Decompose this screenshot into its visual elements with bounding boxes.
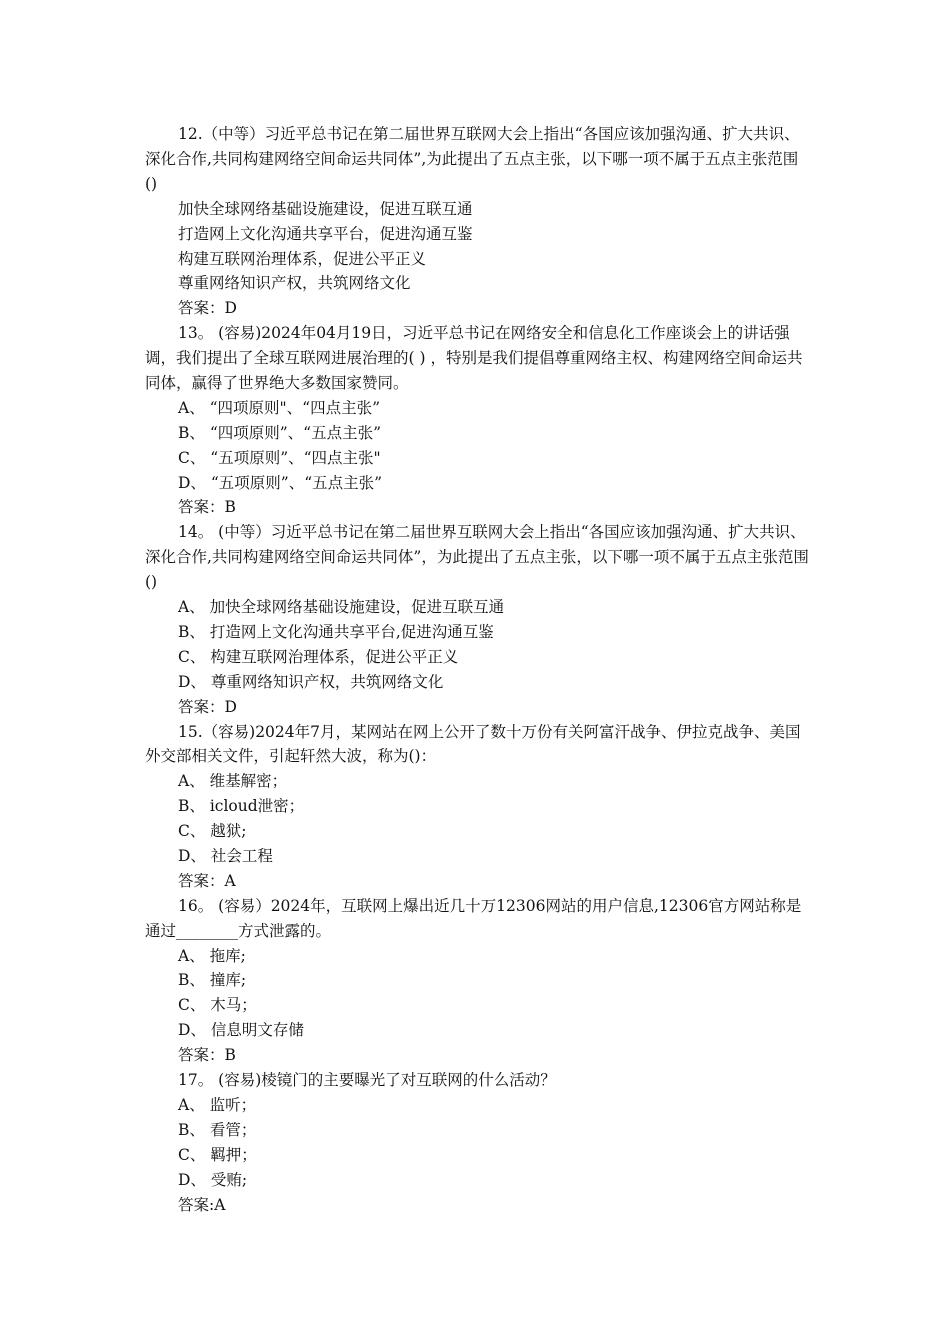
question-16 [145, 894, 810, 1068]
question-15 [145, 720, 810, 894]
option: C、 越狱; [178, 822, 247, 841]
option: C、 构建互联网治理体系，促进公平正义 [178, 647, 459, 666]
option: 加快全球网络基础设施建设，促进互联互通 [178, 199, 473, 218]
option: B、 icloud泄密； [178, 797, 305, 816]
question-stem: 17。 (容易)棱镜门的主要曝光了对互联网的什么活动？ [178, 1071, 556, 1090]
option: C、 羁押； [178, 1145, 257, 1164]
option: B、 看管； [178, 1120, 257, 1139]
option: D、 “五项原则”、“五点主张” [178, 473, 383, 492]
question-list [145, 122, 810, 1217]
option: C、 木马； [178, 996, 257, 1015]
option: A、 监听； [178, 1095, 257, 1114]
question-13 [145, 321, 810, 520]
option: D、 信息明文存储 [178, 1021, 304, 1040]
answer: 答案：D [178, 697, 237, 716]
option: B、 “四项原则”、“五点主张” [178, 423, 382, 442]
option: B、 打造网上文化沟通共享平台,促进沟通互鉴 [178, 622, 494, 641]
question-stem: 14。 (中等）习近平总书记在第二届世界互联网大会上指出“各国应该加强沟通、扩大共识、深化合作,共同构建网络空间命运共同体”，为此提出了五点主张，以下哪一项不属于五点主张范围() [145, 523, 809, 592]
option: A、 维基解密； [178, 772, 288, 791]
option: 构建互联网治理体系，促进公平正义 [178, 249, 427, 268]
question-17 [145, 1068, 810, 1217]
answer: 答案：D [178, 299, 237, 318]
option: D、 社会工程 [178, 847, 273, 865]
option: D、 尊重网络知识产权，共筑网络文化 [178, 672, 444, 691]
option: D、 受贿; [178, 1170, 248, 1189]
answer: 答案:A [178, 1195, 226, 1214]
question-12 [145, 122, 810, 321]
question-stem: 12.（中等）习近平总书记在第二届世界互联网大会上指出“各国应该加强沟通、扩大共识、深化合作,共同构建网络空间命运共同体”,为此提出了五点主张，以下哪一项不属于五点主张范围() [145, 125, 800, 193]
option: B、 撞库; [178, 971, 247, 990]
option: A、 拖库; [178, 946, 246, 965]
question-14 [145, 520, 810, 719]
question-stem: 15.（容易)2024年7月，某网站在网上公开了数十万份有关阿富汗战争、伊拉克战争、美国外交部相关文件，引起轩然大波，称为()： [145, 722, 801, 766]
answer: 答案：B [178, 1046, 236, 1065]
answer: 答案：A [178, 871, 236, 890]
option: A、 加快全球网络基础设施建设，促进互联互通 [178, 598, 505, 617]
option: C、 “五项原则”、“四点主张" [178, 448, 381, 467]
question-stem: 13。 (容易)2024年04月19日，习近平总书记在网络安全和信息化工作座谈会上的讲话强调，我们提出了全球互联网进展治理的( ) ，特别是我们提倡尊重网络主权、构建网络空间命运共同体，赢得了世界绝大多数国家赞同。 [145, 324, 803, 392]
question-stem: 16。 (容易）2024年，互联网上爆出近几十万12306网站的用户信息,12306官方网站称是通过________方式泄露的。 [145, 896, 802, 940]
option: A、 “四项原则"、“四点主张” [178, 398, 381, 417]
answer: 答案：B [178, 498, 236, 517]
option: 尊重网络知识产权，共筑网络文化 [178, 274, 411, 293]
option: 打造网上文化沟通共享平台，促进沟通互鉴 [178, 224, 473, 243]
